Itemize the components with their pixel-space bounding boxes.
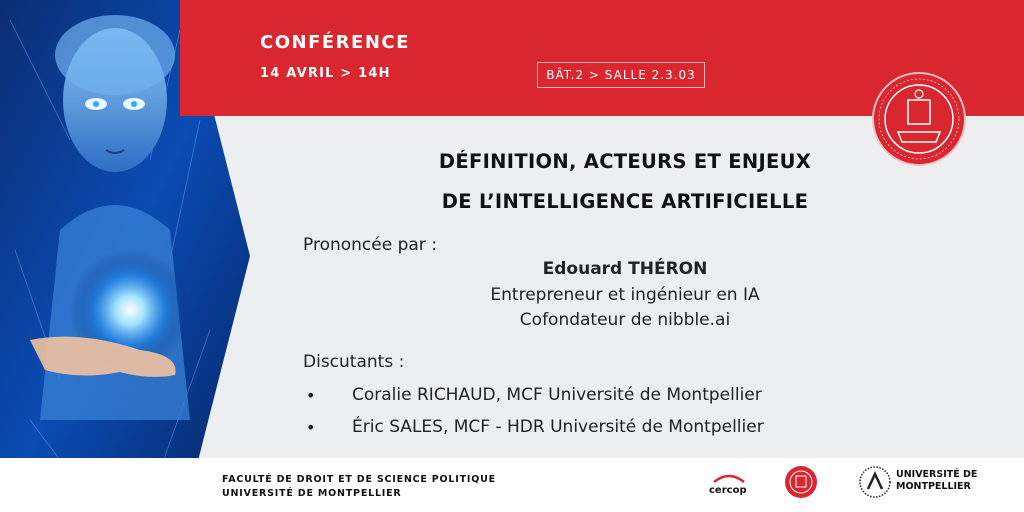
discussant-item: Coralie RICHAUD, MCF Université de Montpellier xyxy=(352,385,762,405)
um-label xyxy=(896,469,977,493)
faculty-name: FACULTÉ DE DROIT ET DE SCIENCE POLITIQUE xyxy=(222,474,496,485)
bullet: • xyxy=(306,386,316,405)
room-badge: BÂT.2 > SALLE 2.3.03 xyxy=(537,62,705,88)
speaker-label: Prononcée par : xyxy=(303,235,437,255)
speaker-name: Edouard THÉRON xyxy=(542,259,708,279)
speaker-role-1: Entrepreneur et ingénieur en IA xyxy=(490,285,760,305)
cercop-label: cercop xyxy=(709,485,747,496)
bullet: • xyxy=(306,418,316,437)
discussants-label: Discutants : xyxy=(303,352,405,372)
faculty-seal-small-icon xyxy=(784,465,818,499)
um-label-line-1: UNIVERSITÉ DE xyxy=(896,469,978,480)
discussant-item: Éric SALES, MCF - HDR Université de Montpellier xyxy=(352,417,764,437)
event-date-time: 14 AVRIL > 14H xyxy=(260,66,391,81)
title-line-1: DÉFINITION, ACTEURS ET ENJEUX xyxy=(438,150,812,173)
university-name: UNIVERSITÉ DE MONTPELLIER xyxy=(222,488,402,499)
speaker-role-2: Cofondateur de nibble.ai xyxy=(519,310,731,330)
um-logo-icon xyxy=(858,465,892,499)
title-line-2: DE L’INTELLIGENCE ARTIFICIELLE xyxy=(441,190,809,213)
um-label-line-2: MONTPELLIER xyxy=(896,481,971,492)
event-type: CONFÉRENCE xyxy=(260,32,410,53)
